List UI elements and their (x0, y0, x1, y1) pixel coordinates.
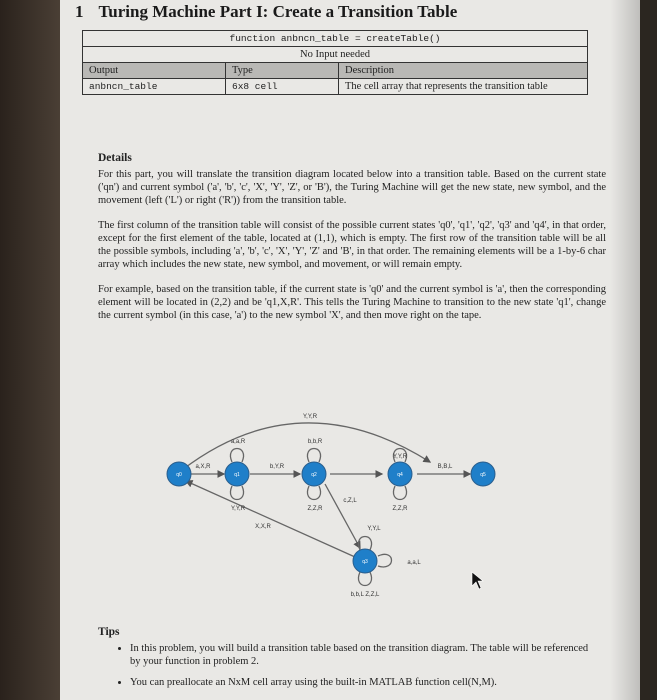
label-q1-loop-top: a,a,R (230, 439, 246, 445)
loop-q1-bottom (230, 486, 243, 500)
tip-item: • In this problem, you will build a transition table based on the transition diagram. The table will be referenced by your function in problem 2. (130, 642, 600, 668)
details-paragraph-1: For this part, you will translate the transition diagram located below into a transition table. Based on the current state ('qn') and current symbol ('a', 'b', 'c', 'X', 'Y', 'Z', or 'B'), the Turing Machine will get the new state, new symbol, and the movement (left ('L') or right ('R')) from the transition table. (98, 169, 606, 206)
label-q3-loop-top: Y,Y,L (367, 526, 381, 532)
label-q2-loop-bottom: Z,Z,R (307, 506, 323, 512)
label-q0-q1: a,X,R (195, 464, 211, 470)
label-q0-q4: Y,Y,R (302, 414, 318, 420)
input-cell: No Input needed (83, 47, 588, 63)
state-q3-label: q3 (362, 559, 368, 565)
details-paragraph-2: The first column of the transition table will consist of the possible current states 'q0', 'q1', 'q2', 'q3' and 'q4', in that order, except for the first element of the table, located at (1,1), which is empty. The first row of the transition table will be all the possible symbols, including 'a', 'b', 'c', 'X', 'Y', 'Z' and 'B', in that order. The remaining elements will be a 1-by-6 char array which includes the new state, new symbol, and movement, or will remain empty. (98, 220, 606, 270)
tips-list (120, 642, 600, 697)
label-q3-loop-right: a,a,L (407, 560, 421, 566)
loop-q2-top (307, 449, 320, 463)
details-paragraph-3: For example, based on the transition table, if the current state is 'q0' and the current symbol is 'a', then the corresponding element will be located in (2,2) and be 'q1,X,R'. This tells the Turing Machine to transition to the new state 'q1', change the current symbol (in this case, 'a') to the new symbol 'X', and then move right on the tape. (98, 284, 606, 321)
loop-q4-bottom (393, 486, 406, 500)
photo-background (0, 0, 60, 700)
mouse-cursor-icon (472, 572, 483, 589)
label-q2-loop-top: b,b,R (307, 439, 323, 445)
transition-diagram (60, 0, 640, 700)
function-signature: function anbncn_table = createTable() (83, 31, 588, 47)
tips-title: Tips (98, 626, 120, 638)
label-q2-q3: c,Z,L (343, 498, 357, 504)
state-q4-label: q4 (397, 472, 403, 478)
loop-q3-top (358, 537, 371, 551)
header-output: Output (83, 63, 226, 79)
label-q1-loop-bottom: Y,Y,R (230, 506, 246, 512)
label-q1-q2: b,Y,R (269, 464, 285, 470)
loop-q1-top (230, 449, 243, 463)
label-q4-q5: B,B,L (437, 464, 453, 470)
output-type: 6x8 cell (226, 79, 339, 95)
details-title: Details (98, 152, 132, 164)
loop-q3-right (378, 554, 392, 567)
header-description: Description (339, 63, 588, 79)
edge-q0-q4 (182, 423, 430, 470)
edge-q2-q3 (325, 484, 360, 548)
label-q3-q0: X,X,R (255, 524, 271, 530)
state-q2-label: q2 (311, 472, 317, 478)
state-q0-label: q0 (176, 472, 182, 478)
loop-q2-bottom (307, 486, 320, 500)
section-number: 1 (75, 2, 84, 21)
label-q4-loop-bottom: Z,Z,R (392, 506, 408, 512)
output-name: anbncn_table (83, 79, 226, 95)
label-q3-loop-bottom: b,b,L Z,Z,L (350, 592, 380, 598)
document-page (60, 0, 640, 700)
output-description: The cell array that represents the transition table (339, 79, 588, 95)
state-q1-label: q1 (234, 472, 240, 478)
tip-item: • You can preallocate an NxM cell array using the built-in MATLAB function cell(N,M). (130, 676, 600, 689)
state-q5-label: q5 (480, 472, 486, 478)
loop-q3-bottom (358, 572, 371, 586)
section-title: Turing Machine Part I: Create a Transition Table (98, 2, 458, 21)
label-q4-loop: Y,Y,R (392, 454, 408, 460)
header-type: Type (226, 63, 339, 79)
